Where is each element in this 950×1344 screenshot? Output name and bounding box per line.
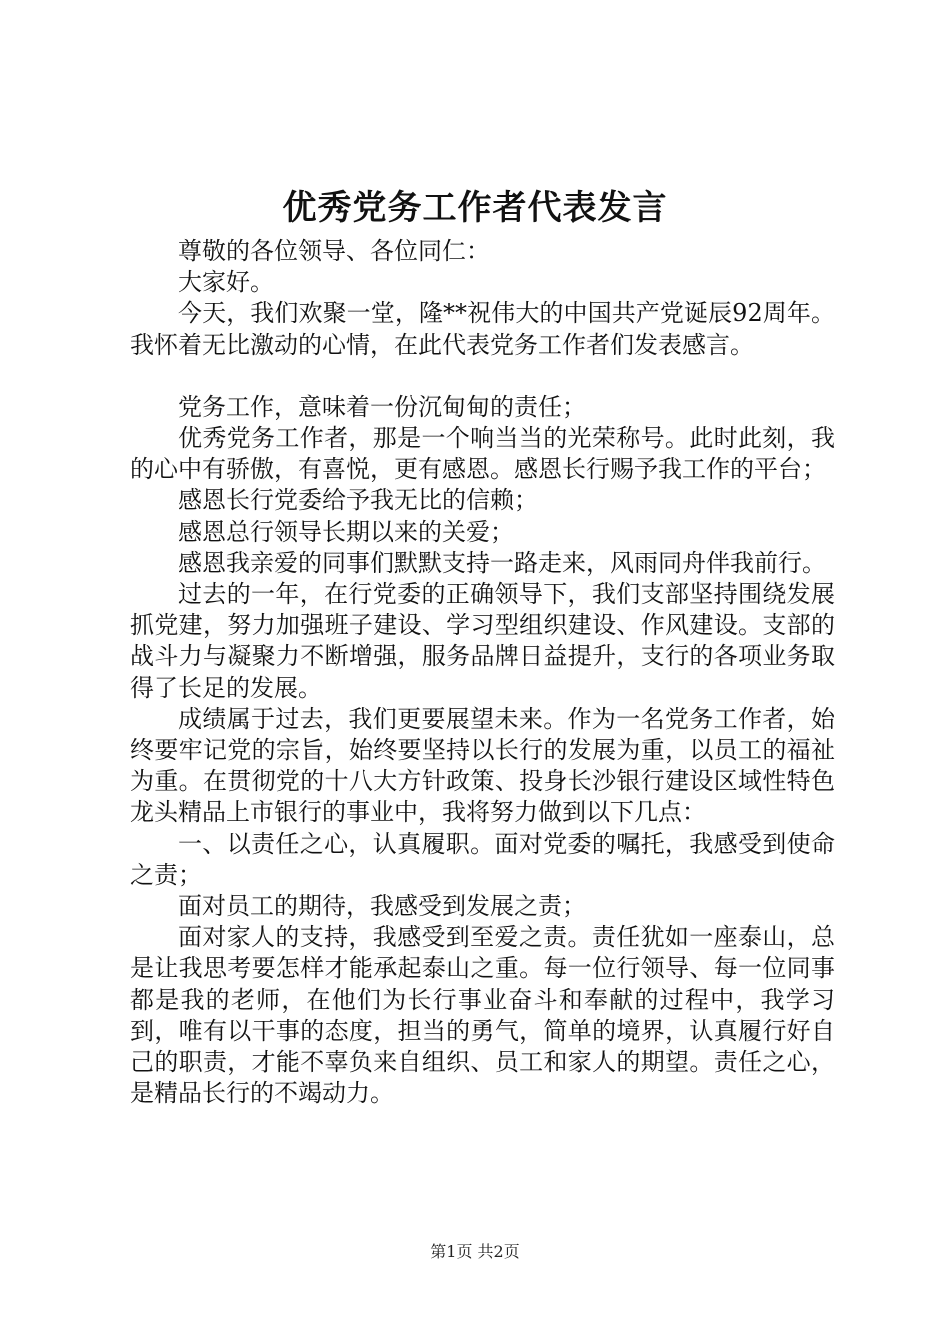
body-paragraph: 面对员工的期待，我感受到发展之责；	[178, 892, 586, 921]
page-number-footer: 第1页 共2页	[430, 1242, 520, 1261]
body-paragraph: 过去的一年，在行党委的正确领导下，我们支部坚持围绕发展抓党建，努力加强班子建设、学习型组织建设、作风建设。支部的战斗力与凝聚力不断增强，服务品牌日益提升，支行的各项业务取得了长足的发展。	[130, 580, 835, 702]
body-paragraph: 优秀党务工作者，那是一个响当当的光荣称号。此时此刻，我的心中有骄傲，有喜悦，更有感恩。感恩长行赐予我工作的平台；	[130, 424, 835, 484]
body-paragraph: 感恩长行党委给予我无比的信赖；	[178, 486, 538, 515]
body-paragraph: 一、以责任之心，认真履职。面对党委的嘱托，我感受到使命之责；	[130, 829, 835, 889]
body-paragraph: 成绩属于过去，我们更要展望未来。作为一名党务工作者，始终要牢记党的宗旨，始终要坚持以长行的发展为重，以员工的福祉为重。在贯彻党的十八大方针政策、投身长沙银行建设区域性特色龙头精品上市银行的事业中，我将努力做到以下几点：	[130, 704, 835, 827]
greeting-paragraph: 大家好。	[178, 268, 274, 297]
body-paragraph: 感恩我亲爱的同事们默默支持一路走来，风雨同舟伴我前行。	[178, 548, 826, 577]
document-body	[130, 236, 835, 1109]
body-paragraph: 感恩总行领导长期以来的关爱；	[178, 517, 514, 546]
body-paragraph: 面对家人的支持，我感受到至爱之责。责任犹如一座泰山，总是让我思考要怎样才能承起泰山之重。每一位行领导、每一位同事都是我的老师，在他们为长行事业奋斗和奉献的过程中，我学习到，唯有以干事的态度，担当的勇气，简单的境界，认真履行好自己的职责，才能不辜负来自组织、员工和家人的期望。责任之心，是精品长行的不竭动力。	[130, 923, 835, 1108]
body-paragraph: 党务工作，意味着一份沉甸甸的责任；	[178, 392, 586, 421]
body-paragraph: 今天，我们欢聚一堂，隆**祝伟大的中国共产党诞辰92周年。我怀着无比激动的心情，在此代表党务工作者们发表感言。	[130, 299, 835, 359]
document-title: 优秀党务工作者代表发言	[282, 188, 668, 228]
salutation-paragraph: 尊敬的各位领导、各位同仁：	[178, 237, 490, 265]
